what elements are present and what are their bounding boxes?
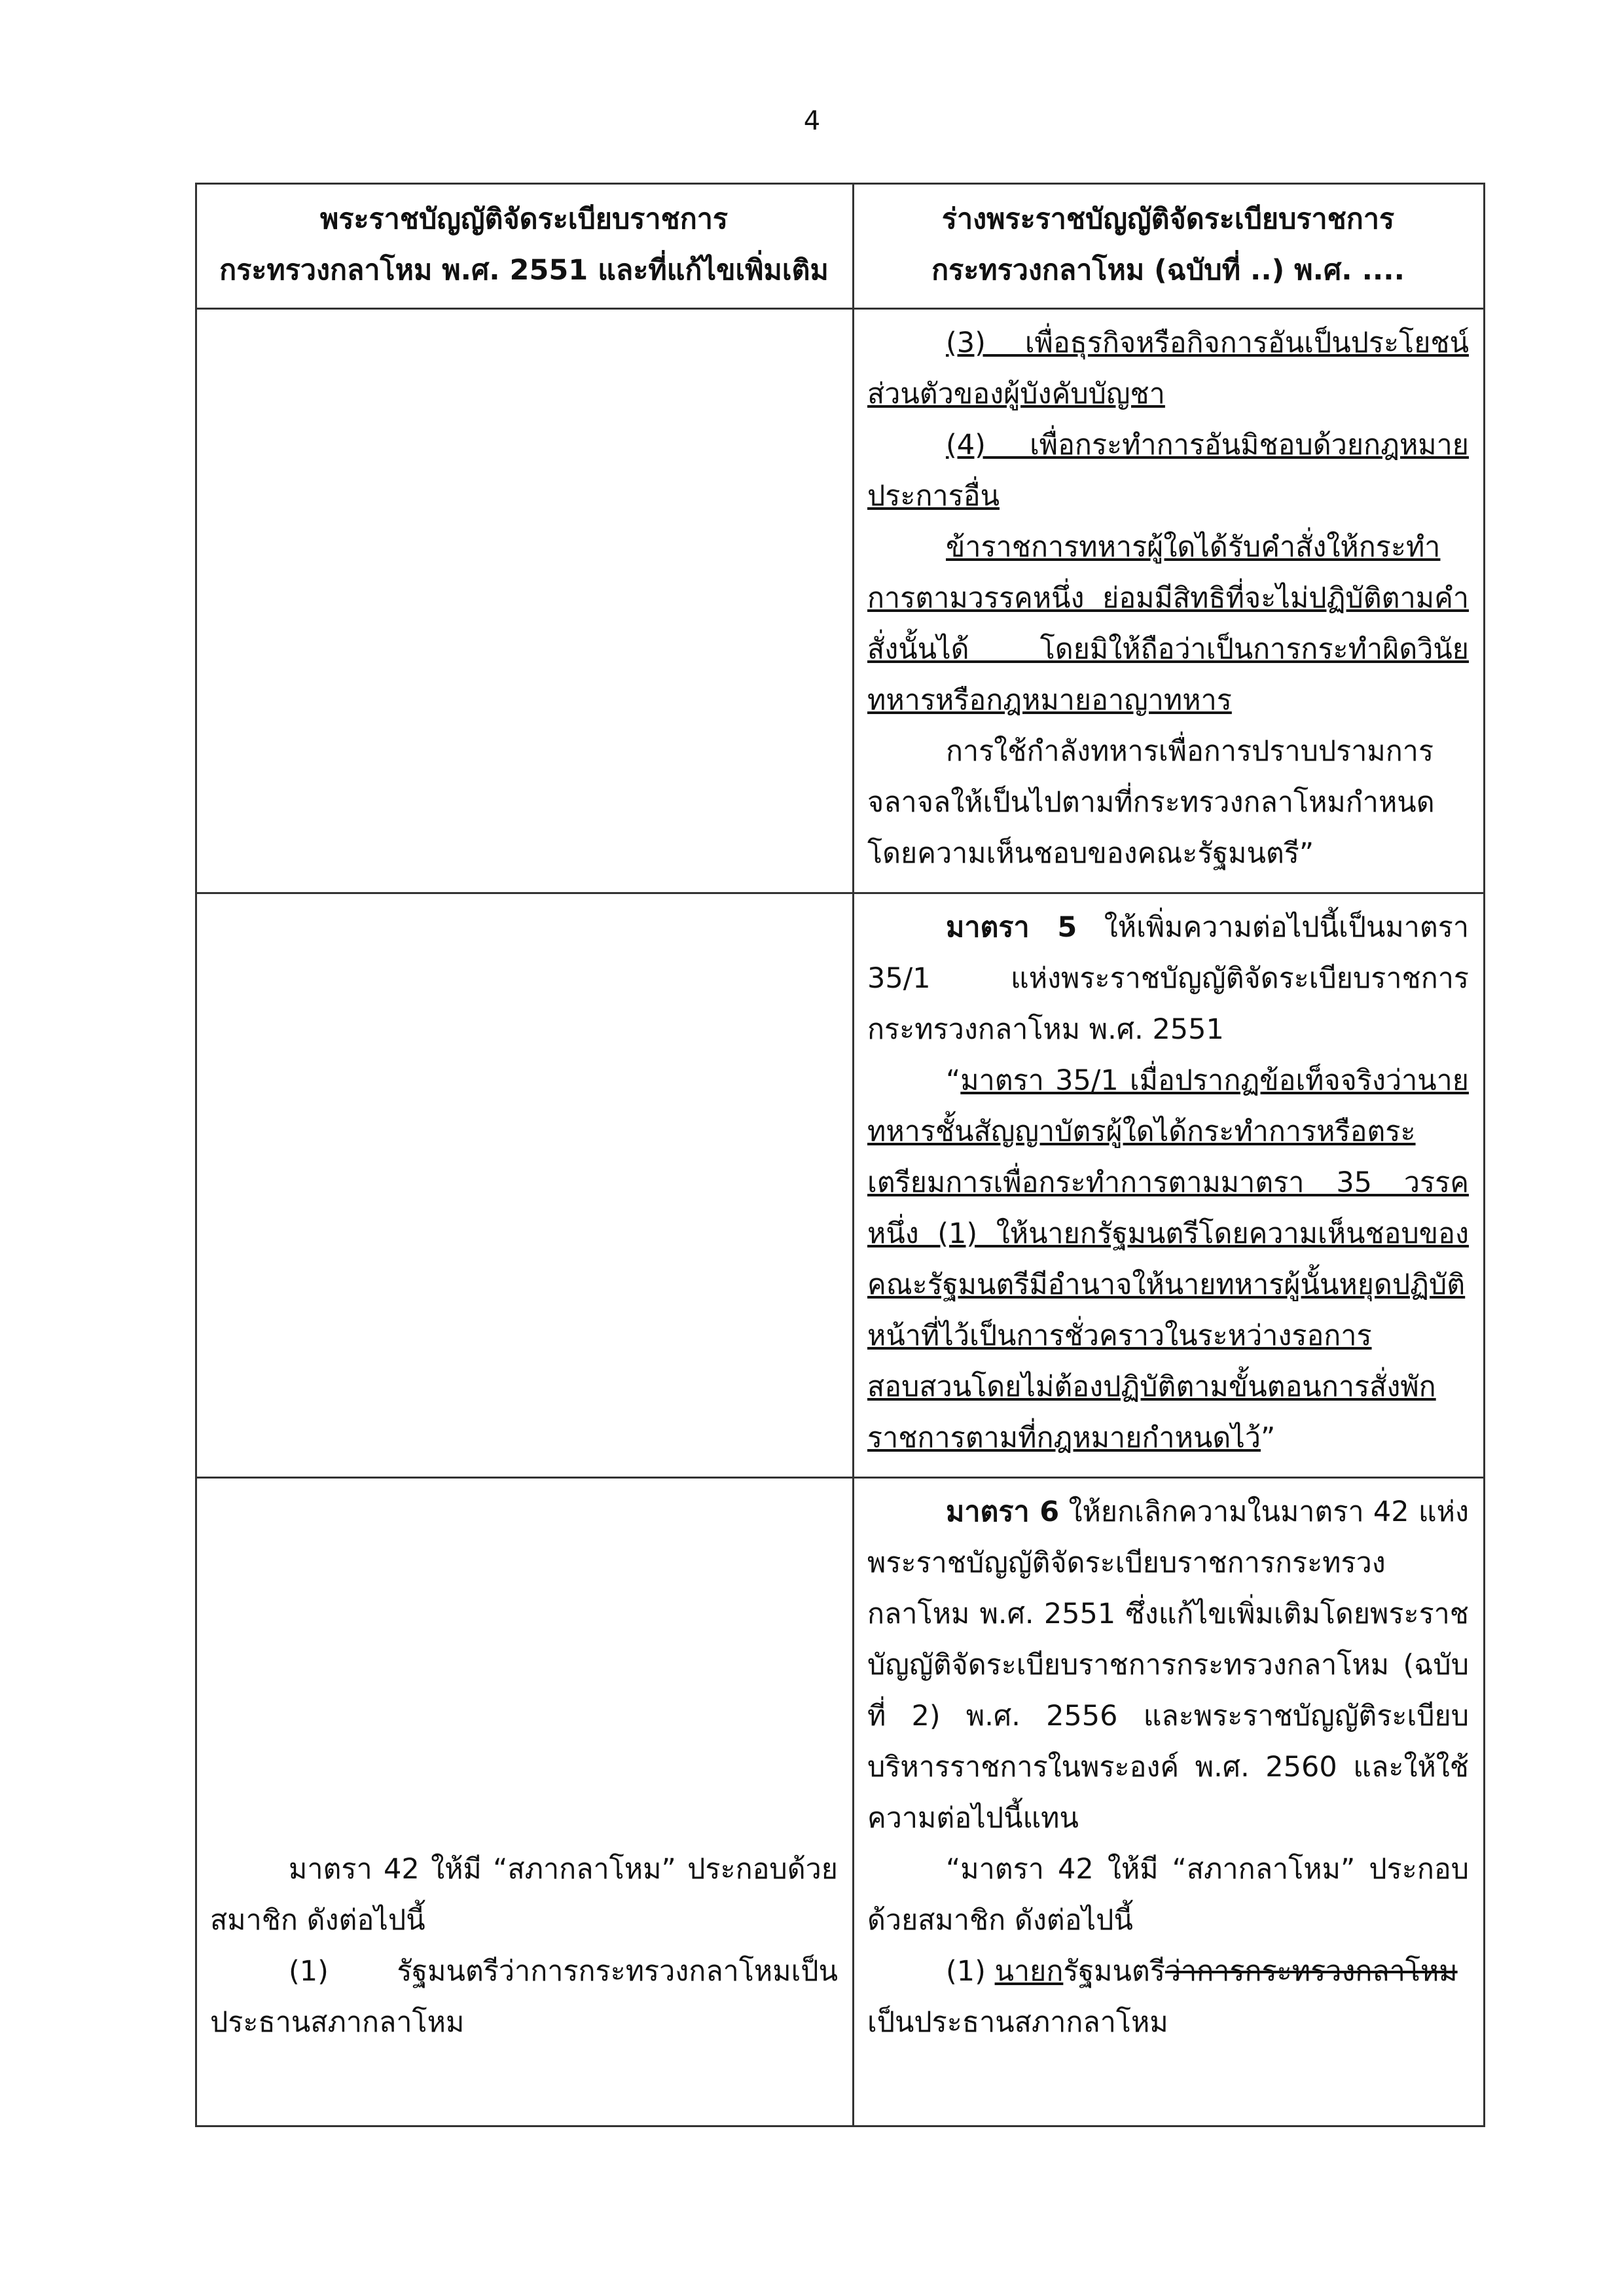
header-draft-law-line-1: ร่างพระราชบัญญัติจัดระเบียบราชการ — [941, 203, 1395, 236]
table-header-row — [196, 184, 1485, 309]
riot-suppression-paragraph: การใช้กำลังทหารเพื่อการปราบปรามการจลาจลให้เป็นไปตามที่กระทรวงกลาโหมกำหนดโดยความเห็นชอบของคณะรัฐมนตรี” — [867, 735, 1435, 870]
right-to-refuse-paragraph: ข้าราชการทหารผู้ใดได้รับคำสั่งให้กระทำการตามวรรคหนึ่ง ย่อมมีสิทธิที่จะไม่ปฏิบัติตามคำสั่งนั้นได้ โดยมิให้ถือว่าเป็นการกระทำผิดวินัยทหารหรือกฎหมายอาญาทหาร — [867, 531, 1469, 717]
table-row — [196, 1478, 1485, 2126]
header-current-law — [196, 184, 854, 309]
section-6-paragraph — [867, 1486, 1469, 1844]
row2-left-cell — [196, 893, 854, 1478]
comparison-table — [195, 183, 1485, 2127]
current-section-42-paragraph: มาตรา 42 ให้มี “สภากลาโหม” ประกอบด้วยสมาชิก ดังต่อไปนี้ — [210, 1853, 838, 1937]
header-current-law-line-2: กระทรวงกลาโหม พ.ศ. 2551 และที่แก้ไขเพิ่มเติม — [219, 254, 829, 287]
clause-4: (4) เพื่อกระทำการอันมิชอบด้วยกฎหมายประการอื่น — [867, 429, 1469, 512]
section-6-text: ให้ยกเลิกความในมาตรา 42 แห่งพระราชบัญญัติจัดระเบียบราชการกระทรวงกลาโหม พ.ศ. 2551 ซึ่งแก้ไขเพิ่มเติมโดยพระราชบัญญัติจัดระเบียบราชการกระทรวงกลาโหม (ฉบับที่ 2) พ.ศ. 2556 และพระราชบัญญัติระเบียบบริหารราชการในพระองค์ พ.ศ. 2560 และให้ใช้ความต่อไปนี้แทน — [867, 1496, 1469, 1835]
row3-left-cell — [196, 1478, 854, 2126]
draft-section-42-paragraph: “มาตรา 42 ให้มี “สภากลาโหม” ประกอบด้วยสมาชิก ดังต่อไปนี้ — [867, 1853, 1469, 1937]
draft-clause-1 — [867, 1946, 1469, 1997]
section-5-label: มาตรา 5 — [946, 911, 1077, 944]
section-5-text: ให้เพิ่มความต่อไปนี้เป็นมาตรา 35/1 แห่งพระราชบัญญัติจัดระเบียบราชการกระทรวงกลาโหม พ.ศ. 2551 — [867, 911, 1470, 1046]
inserted-text: นายก — [994, 1955, 1064, 1988]
section-5-paragraph — [867, 902, 1469, 1055]
draft-clause-1-line-2: เป็นประธานสภากลาโหม — [867, 2006, 1168, 2039]
section-6-label: มาตรา 6 — [946, 1496, 1060, 1528]
row3-right-cell — [854, 1478, 1485, 2126]
row1-left-cell — [196, 309, 854, 893]
left-cell-spacer — [210, 1486, 838, 1844]
page-number: 4 — [803, 106, 821, 136]
clause-3: (3) เพื่อธุรกิจหรือกิจการอันเป็นประโยชน์ส่วนตัวของผู้บังคับบัญชา — [867, 327, 1469, 410]
clause-1-text: รัฐมนตรี — [1063, 1955, 1165, 1988]
table-row — [196, 893, 1485, 1478]
header-current-law-line-1: พระราชบัญญัติจัดระเบียบราชการ — [320, 203, 728, 236]
row1-right-cell — [854, 309, 1485, 893]
section-35-1-paragraph — [867, 1055, 1469, 1463]
row2-right-cell — [854, 893, 1485, 1478]
clause-1-prefix: (1) — [946, 1955, 995, 1988]
header-draft-law — [854, 184, 1485, 309]
table-row — [196, 309, 1485, 893]
section-35-1-text: มาตรา 35/1 เมื่อปรากฏข้อเท็จจริงว่านายทหารชั้นสัญญาบัตรผู้ใดได้กระทำการหรือตระเตรียมการเพื่อกระทำการตามมาตรา 35 วรรคหนึ่ง (1) ให้นายกรัฐมนตรีโดยความเห็นชอบของคณะรัฐมนตรีมีอำนาจให้นายทหารผู้นั้นหยุดปฏิบัติหน้าที่ไว้เป็นการชั่วคราวในระหว่างรอการสอบสวนโดยไม่ต้องปฏิบัติตามขั้นตอนการสั่งพักราชการตามที่กฎหมายกำหนดไว้ — [867, 1064, 1469, 1454]
close-quote: ” — [1261, 1422, 1276, 1454]
current-clause-1: (1) รัฐมนตรีว่าการกระทรวงกลาโหมเป็นประธานสภากลาโหม — [210, 1955, 838, 2039]
deleted-text: ว่าการกระทรวงกลาโหม — [1164, 1955, 1458, 1988]
header-draft-law-line-2: กระทรวงกลาโหม (ฉบับที่ ..) พ.ศ. .... — [931, 254, 1405, 287]
open-quote: “ — [946, 1064, 961, 1097]
